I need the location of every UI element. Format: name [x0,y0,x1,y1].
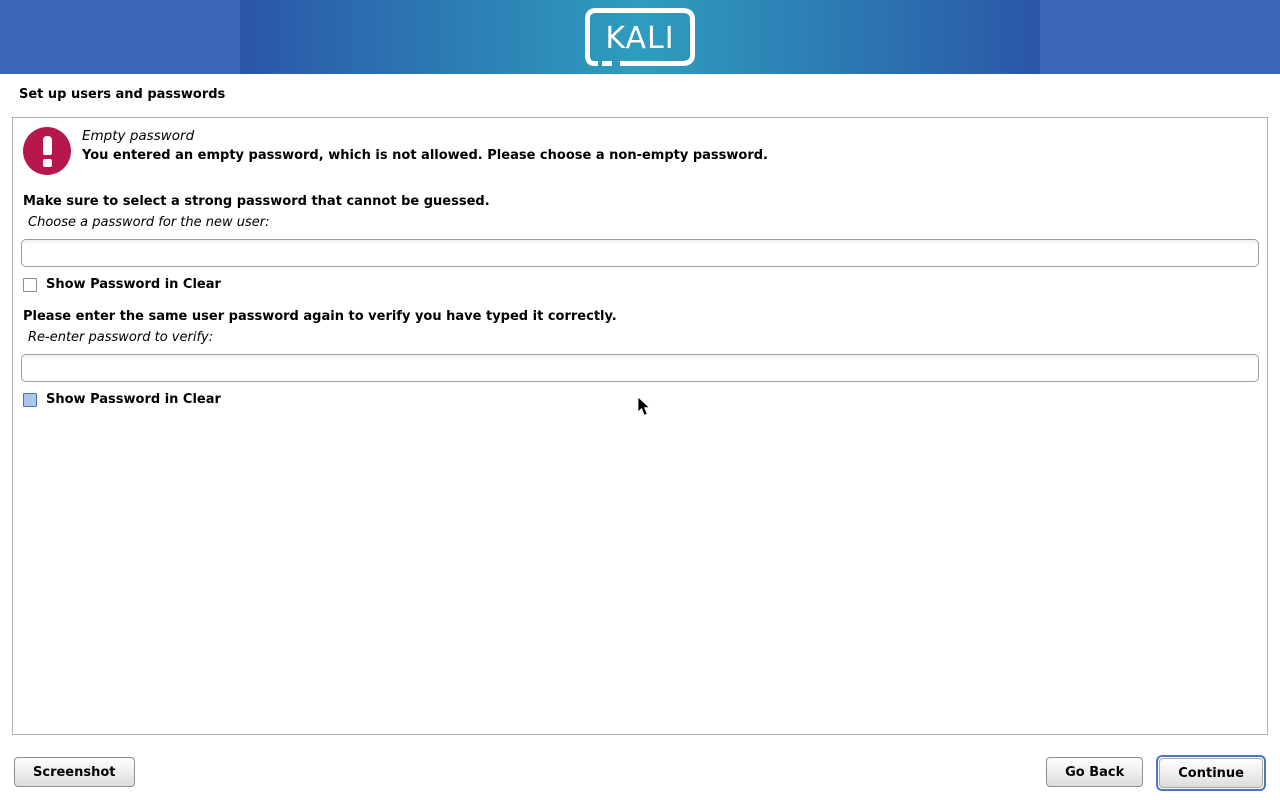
footer-navigation [1046,755,1266,791]
verify-field-label: Re-enter password to verify: [28,330,214,345]
continue-button[interactable]: Continue [1159,758,1263,788]
show-password-checkbox-2[interactable] [23,393,37,407]
verify-password-input[interactable] [21,354,1259,382]
kali-logo [582,7,698,67]
error-exclamation-icon [23,127,71,175]
error-title: Empty password [82,128,195,144]
continue-button-focus-ring [1156,755,1266,791]
installer-banner [0,0,1280,74]
show-password-label-1: Show Password in Clear [46,277,221,292]
show-password-checkbox-1[interactable] [23,278,37,292]
main-content-panel [12,117,1268,735]
show-password-row-1[interactable] [23,277,221,292]
banner-left-panel [0,0,240,74]
password-input[interactable] [21,239,1259,267]
verify-section-heading: Please enter the same user password again to verify you have typed it correctly. [23,309,617,324]
kali-logo-text: KALI [605,20,675,56]
password-section-heading: Make sure to select a strong password that cannot be guessed. [23,194,490,209]
error-message: You entered an empty password, which is not allowed. Please choose a non-empty password. [82,148,768,163]
go-back-button[interactable]: Go Back [1046,757,1143,787]
banner-right-panel [1040,0,1280,74]
screenshot-button[interactable]: Screenshot [14,757,135,787]
show-password-label-2: Show Password in Clear [46,392,221,407]
banner-center-panel [240,0,1040,74]
password-field-label: Choose a password for the new user: [28,215,270,230]
show-password-row-2[interactable] [23,392,221,407]
exclamation-dot [43,159,52,167]
exclamation-bar [43,136,52,155]
page-title: Set up users and passwords [19,87,226,102]
